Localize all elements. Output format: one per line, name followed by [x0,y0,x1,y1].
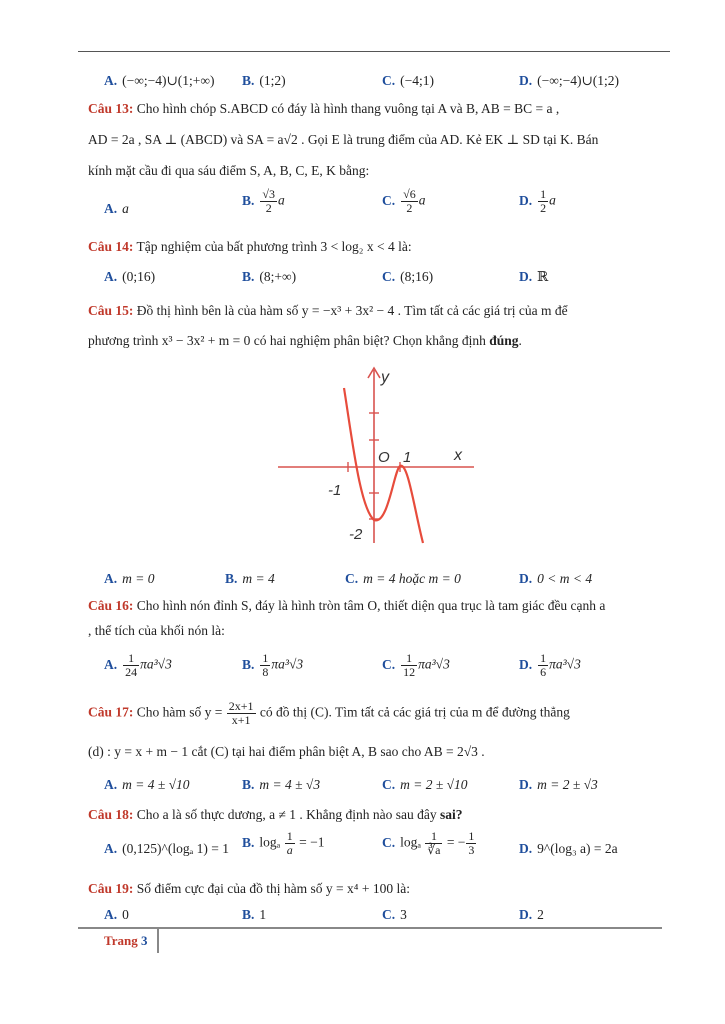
page-number: Trang 3 [104,933,148,948]
q18-option-c: C. logₐ $\frac{1}{∛a}$ = − $\frac{1}{3}$ [382,829,475,857]
q18-option-d: D. 9^(log₃ a) = 2a [519,841,618,856]
q15-option-d: D. 0 < m < 4 [519,571,593,586]
q13-line-2: AD = 2a , SA ⊥ (ABCD) và SA = a√2 . Gọi E là trung điểm của AD. Kẻ EK ⊥ SD tại K. Bán [88,132,599,147]
q16-option-a: A. $\frac{1}{24}$ πa³√3 [104,651,172,679]
q19-option-d: D. 2 [519,907,544,922]
x-label-1: 1 [403,449,412,466]
q12-option-c: C. (−4;1) [382,73,434,88]
q19-option-c: C. 3 [382,907,407,922]
q13-option-a: A. a [104,201,129,216]
y-axis-label: y [381,369,389,386]
footer-divider [157,929,159,953]
q13-option-b: B. $\frac{√3}{2}$ a [242,187,285,215]
q17-option-c: C. m = 2 ± √10 [382,777,468,792]
q15-option-c: C. m = 4 hoặc m = 0 [345,571,461,586]
q16-option-c: C. $\frac{1}{12}$ πa³√3 [382,651,450,679]
q16-line-2: , thể tích của khối nón là: [88,623,225,638]
q16-line-1: Câu 16: Cho hình nón đỉnh S, đáy là hình tròn tâm O, thiết diện qua trục là tam giác đều cạnh a [88,598,606,613]
q17-option-a: A. m = 4 ± √10 [104,777,190,792]
origin-label: O [378,449,390,466]
q15-line-2: phương trình x³ − 3x² + m = 0 có hai nghiệm phân biệt? Chọn khẳng định đúng. [88,333,522,348]
q14-option-d: D. ℝ [519,269,549,284]
q19-option-a: A. 0 [104,907,129,922]
q14-line: Câu 14: Tập nghiệm của bất phương trình 3 < log₂ x < 4 là: [88,239,412,254]
q16-option-d: D. $\frac{1}{6}$ πa³√3 [519,651,581,679]
q17-line-2: (d) : y = x + m − 1 cắt (C) tại hai điểm phân biệt A, B sao cho AB = 2√3 . [88,744,485,759]
q15-option-a: A. m = 0 [104,571,155,586]
q12-option-b: B. (1;2) [242,73,286,88]
q19-line: Câu 19: Số điểm cực đại của đồ thị hàm số y = x⁴ + 100 là: [88,881,410,896]
q17-option-d: D. m = 2 ± √3 [519,777,598,792]
q14-option-a: A. (0;16) [104,269,156,284]
q15-option-b: B. m = 4 [225,571,275,586]
q15-line-1: Câu 15: Đồ thị hình bên là của hàm số y = −x³ + 3x² − 4 . Tìm tất cả các giá trị của m để [88,303,568,318]
q15-function-graph [278,358,478,548]
footer-rule [78,927,662,929]
q19-option-b: B. 1 [242,907,267,922]
q18-option-b: B. logₐ $\frac{1}{a}$ = −1 [242,829,325,857]
y-label-minus-2: -2 [349,526,363,543]
q14-option-b: B. (8;+∞) [242,269,297,284]
q13-line-1: Câu 13: Cho hình chóp S.ABCD có đáy là hình thang vuông tại A và B, AB = BC = a , [88,101,560,116]
q18-line: Câu 18: Cho a là số thực dương, a ≠ 1 . Khẳng định nào sau đây sai? [88,807,463,822]
q12-option-a: A. (−∞;−4)∪(1;+∞) [104,73,215,88]
x-label-minus-1: -1 [328,482,342,499]
q17-option-b: B. m = 4 ± √3 [242,777,321,792]
q16-option-b: B. $\frac{1}{8}$ πa³√3 [242,651,304,679]
q13-option-c: C. $\frac{√6}{2}$ a [382,187,426,215]
q13-line-3: kính mặt cầu đi qua sáu điểm S, A, B, C, E, K bằng: [88,163,370,178]
q17-line-1: Câu 17: Cho hàm số y = $\frac{2x+1}{x+1}$ có đồ thị (C). Tìm tất cả các giá trị của m để đường thẳng [88,699,570,727]
q12-option-d: D. (−∞;−4)∪(1;2) [519,73,620,88]
x-axis-label: x [454,447,462,464]
q18-option-a: A. (0,125)^(logₐ 1) = 1 [104,841,229,856]
header-rule [78,51,670,52]
q13-option-d: D. $\frac{1}{2}$ a [519,187,556,215]
q14-option-c: C. (8;16) [382,269,434,284]
